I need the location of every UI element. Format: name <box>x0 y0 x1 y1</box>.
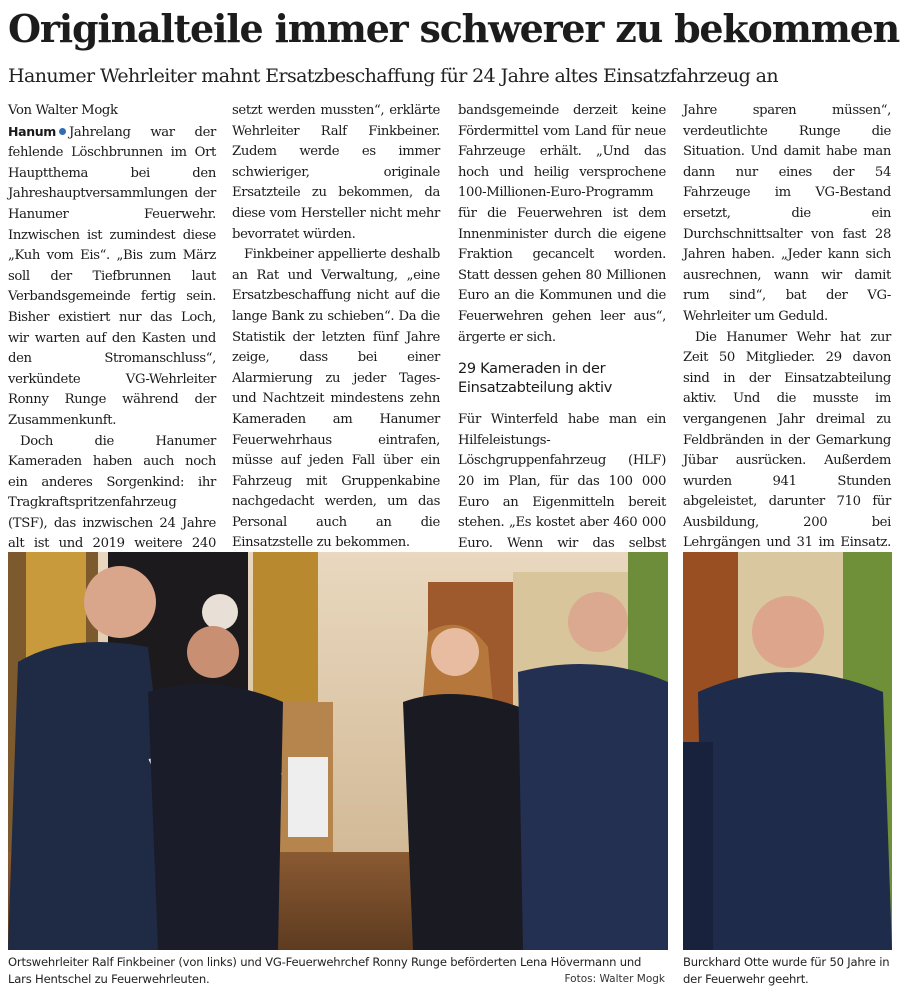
honoree-photo-illustration <box>683 552 892 950</box>
paragraph: Die Hanumer Wehr hat zur Zeit 50 Mitglieder. 29 davon sind in der Einsatzabteilung aktiv. Und die musste im vergangenen Jahr dreimal zu Feldbränden in der Gemarkung Jübar ausrücken. Außerdem wurden 941 Stunden abgeleistet, darunter 710 für Ausbildung, 200 bei Lehrgängen und 31 im Einsatz. <box>683 329 891 551</box>
paragraph: Doch die Hanumer Kameraden haben auch noch ein anderes Sorgenkind: ihr Tragkraftspritzenfahrzeug (TSF), das inzwischen 24 Jahre alt ist und 2019 weitere 240 <box>8 433 216 552</box>
paragraph: Finkbeiner appellierte deshalb an Rat und Verwaltung, „eine Ersatzbeschaffung nicht auf die lange Bank zu schieben“. Da die Statistik der letzten fünf Jahre zeige, dass bei einer Alarmierung zu jeder Tages- und Nachtzeit mindestens zehn Kameraden am Hanumer Feuerwehrhaus eintrafen, müsse auf jeden Fall über ein Fahrzeug mit Gruppenkabine nachgedacht werden, um das Personal auch an die Einsatzstelle zu bekommen. <box>232 247 440 551</box>
paragraph <box>8 122 216 432</box>
section-heading: 29 Kameraden in der Einsatzabteilung aktiv <box>458 361 613 397</box>
paragraph: Jahre sparen müssen“, verdeutlichte Runge die Situation. Und damit habe man dann nur eines der 54 Fahrzeuge im VG-Bestand ersetzt, die ein Durchschnittsalter von fast 28 Jahren haben. „Jeder kann sich ausrechnen, wann wir damit rum sind“, bat der VG-Wehrleiter um Geduld. <box>683 103 891 324</box>
byline: Von Walter Mogk <box>8 103 118 118</box>
headline: Originalteile immer schwerer zu bekommen <box>8 6 900 51</box>
paragraph: setzt werden mussten“, erklärte Wehrleiter Ralf Finkbeiner. Zudem werde es immer schwieriger, originale Ersatzteile zu bekommen, da diese vom Hersteller nicht mehr bevorratet würden. <box>232 103 440 242</box>
paragraph: Für Winterfeld habe man ein Hilfeleistungs-Löschgruppenfahrzeug (HLF) 20 im Plan, für das 100 000 Euro an Eigenmitteln bereit stehen. „Es kostet aber 460 000 Euro. Wenn wir das selbst <box>458 412 666 551</box>
group-photo <box>8 552 668 950</box>
honoree-caption: Burckhard Otte wurde für 50 Jahre in der Feuerwehr geehrt. <box>683 955 890 986</box>
dateline: Hanum <box>8 123 56 139</box>
paragraph-text: Jahrelang war der fehlende Löschbrunnen im Ort Hauptthema bei den Jahreshauptversammlungen der Hanumer Feuerwehr. Inzwischen ist zumindest diese „Kuh vom Eis“. „Bis zum März soll der Tiefbrunnen laut Verbandsgemeinde fertig sein. Bisher existiert nur das Loch, wir warten auf den Kasten und den Stromanschluss“, verkündete VG-Wehrleiter Ronny Runge während der Zusammenkunft. <box>8 124 216 428</box>
photo-credit: Fotos: Walter Mogk <box>564 973 665 985</box>
subheadline: Hanumer Wehrleiter mahnt Ersatzbeschaffung für 24 Jahre altes Einsatzfahrzeug an <box>8 65 779 87</box>
honoree-photo <box>683 552 892 950</box>
article-column-3 <box>458 101 666 595</box>
group-photo-illustration <box>8 552 668 950</box>
article-column-2 <box>232 101 440 595</box>
dateline-dot-icon <box>59 128 66 135</box>
photo-caption: Ortswehrleiter Ralf Finkbeiner (von links) und VG-Feuerwehrchef Ronny Runge beförderten Lena Hövermann und Lars Hentschel zu Feuerwehrleuten. <box>8 955 642 986</box>
paragraph: bandsgemeinde derzeit keine Fördermittel vom Land für neue Fahrzeuge erhält. „Und das hoch und heilig versprochene 100-Millionen-Euro-Programm für die Feuerwehren ist dem Innenminister durch die eigene Fraktion gecancelt worden. Statt dessen gehen 80 Millionen Euro an die Kommunen und die Feuerwehren gehen leer aus“, ärgerte er sich. <box>458 103 666 345</box>
